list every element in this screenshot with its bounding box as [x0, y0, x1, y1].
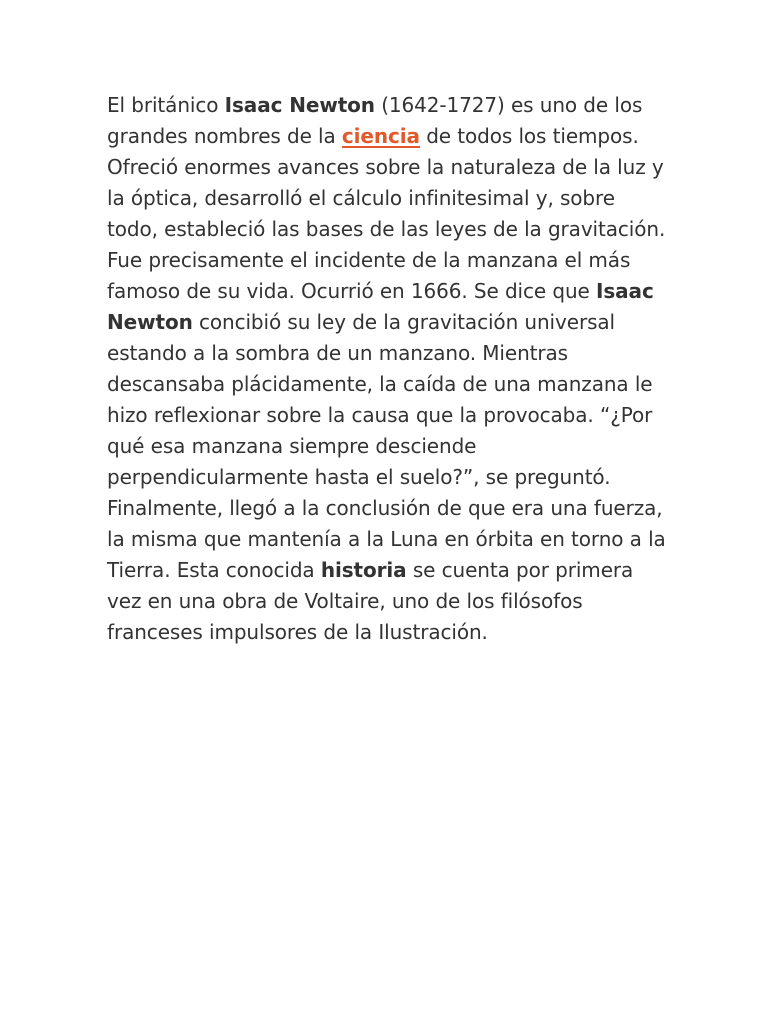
paragraph-2 [107, 245, 667, 648]
paragraph-1-text-end: de todos los tiempos. Ofreció enormes avances sobre la naturaleza de la luz y la óptica, desarrolló el cálculo infinitesimal y, sobre todo, estableció las bases de las leyes de la gravitación. [107, 124, 666, 241]
ciencia-link[interactable]: ciencia [341, 124, 420, 148]
paragraph-2-text-end: se cuenta por primera vez en una obra de Voltaire, uno de los filósofos franceses impulsores de la Ilustración. [107, 558, 634, 644]
article-body [107, 90, 667, 648]
bold-name-isaac-newton: Isaac Newton [224, 93, 375, 117]
bold-name-isaac-newton-2: Isaac Newton [107, 279, 654, 334]
paragraph-1-text-middle: (1642-1727) es uno de los grandes nombres de la [107, 93, 643, 148]
paragraph-2-text-middle: concibió su ley de la gravitación universal estando a la sombra de un manzano. Mientras descansaba plácidamente, la caída de una manzana le hizo reflexionar sobre la causa que la provocaba. “¿Por qué esa manzana siempre desciende perpendicularmente hasta el suelo?”, se preguntó. Finalmente, llegó a la conclusión de que era una fuerza, la misma que mantenía a la Luna en órbita en torno a la Tierra. Esta conocida [107, 310, 666, 582]
paragraph-1 [107, 90, 667, 245]
paragraph-1-text-start: El británico [107, 93, 225, 117]
paragraph-2-text-start: Fue precisamente el incidente de la manzana el más famoso de su vida. Ocurrió en 1666. Se dice que [107, 248, 631, 303]
bold-historia: historia [320, 558, 407, 582]
